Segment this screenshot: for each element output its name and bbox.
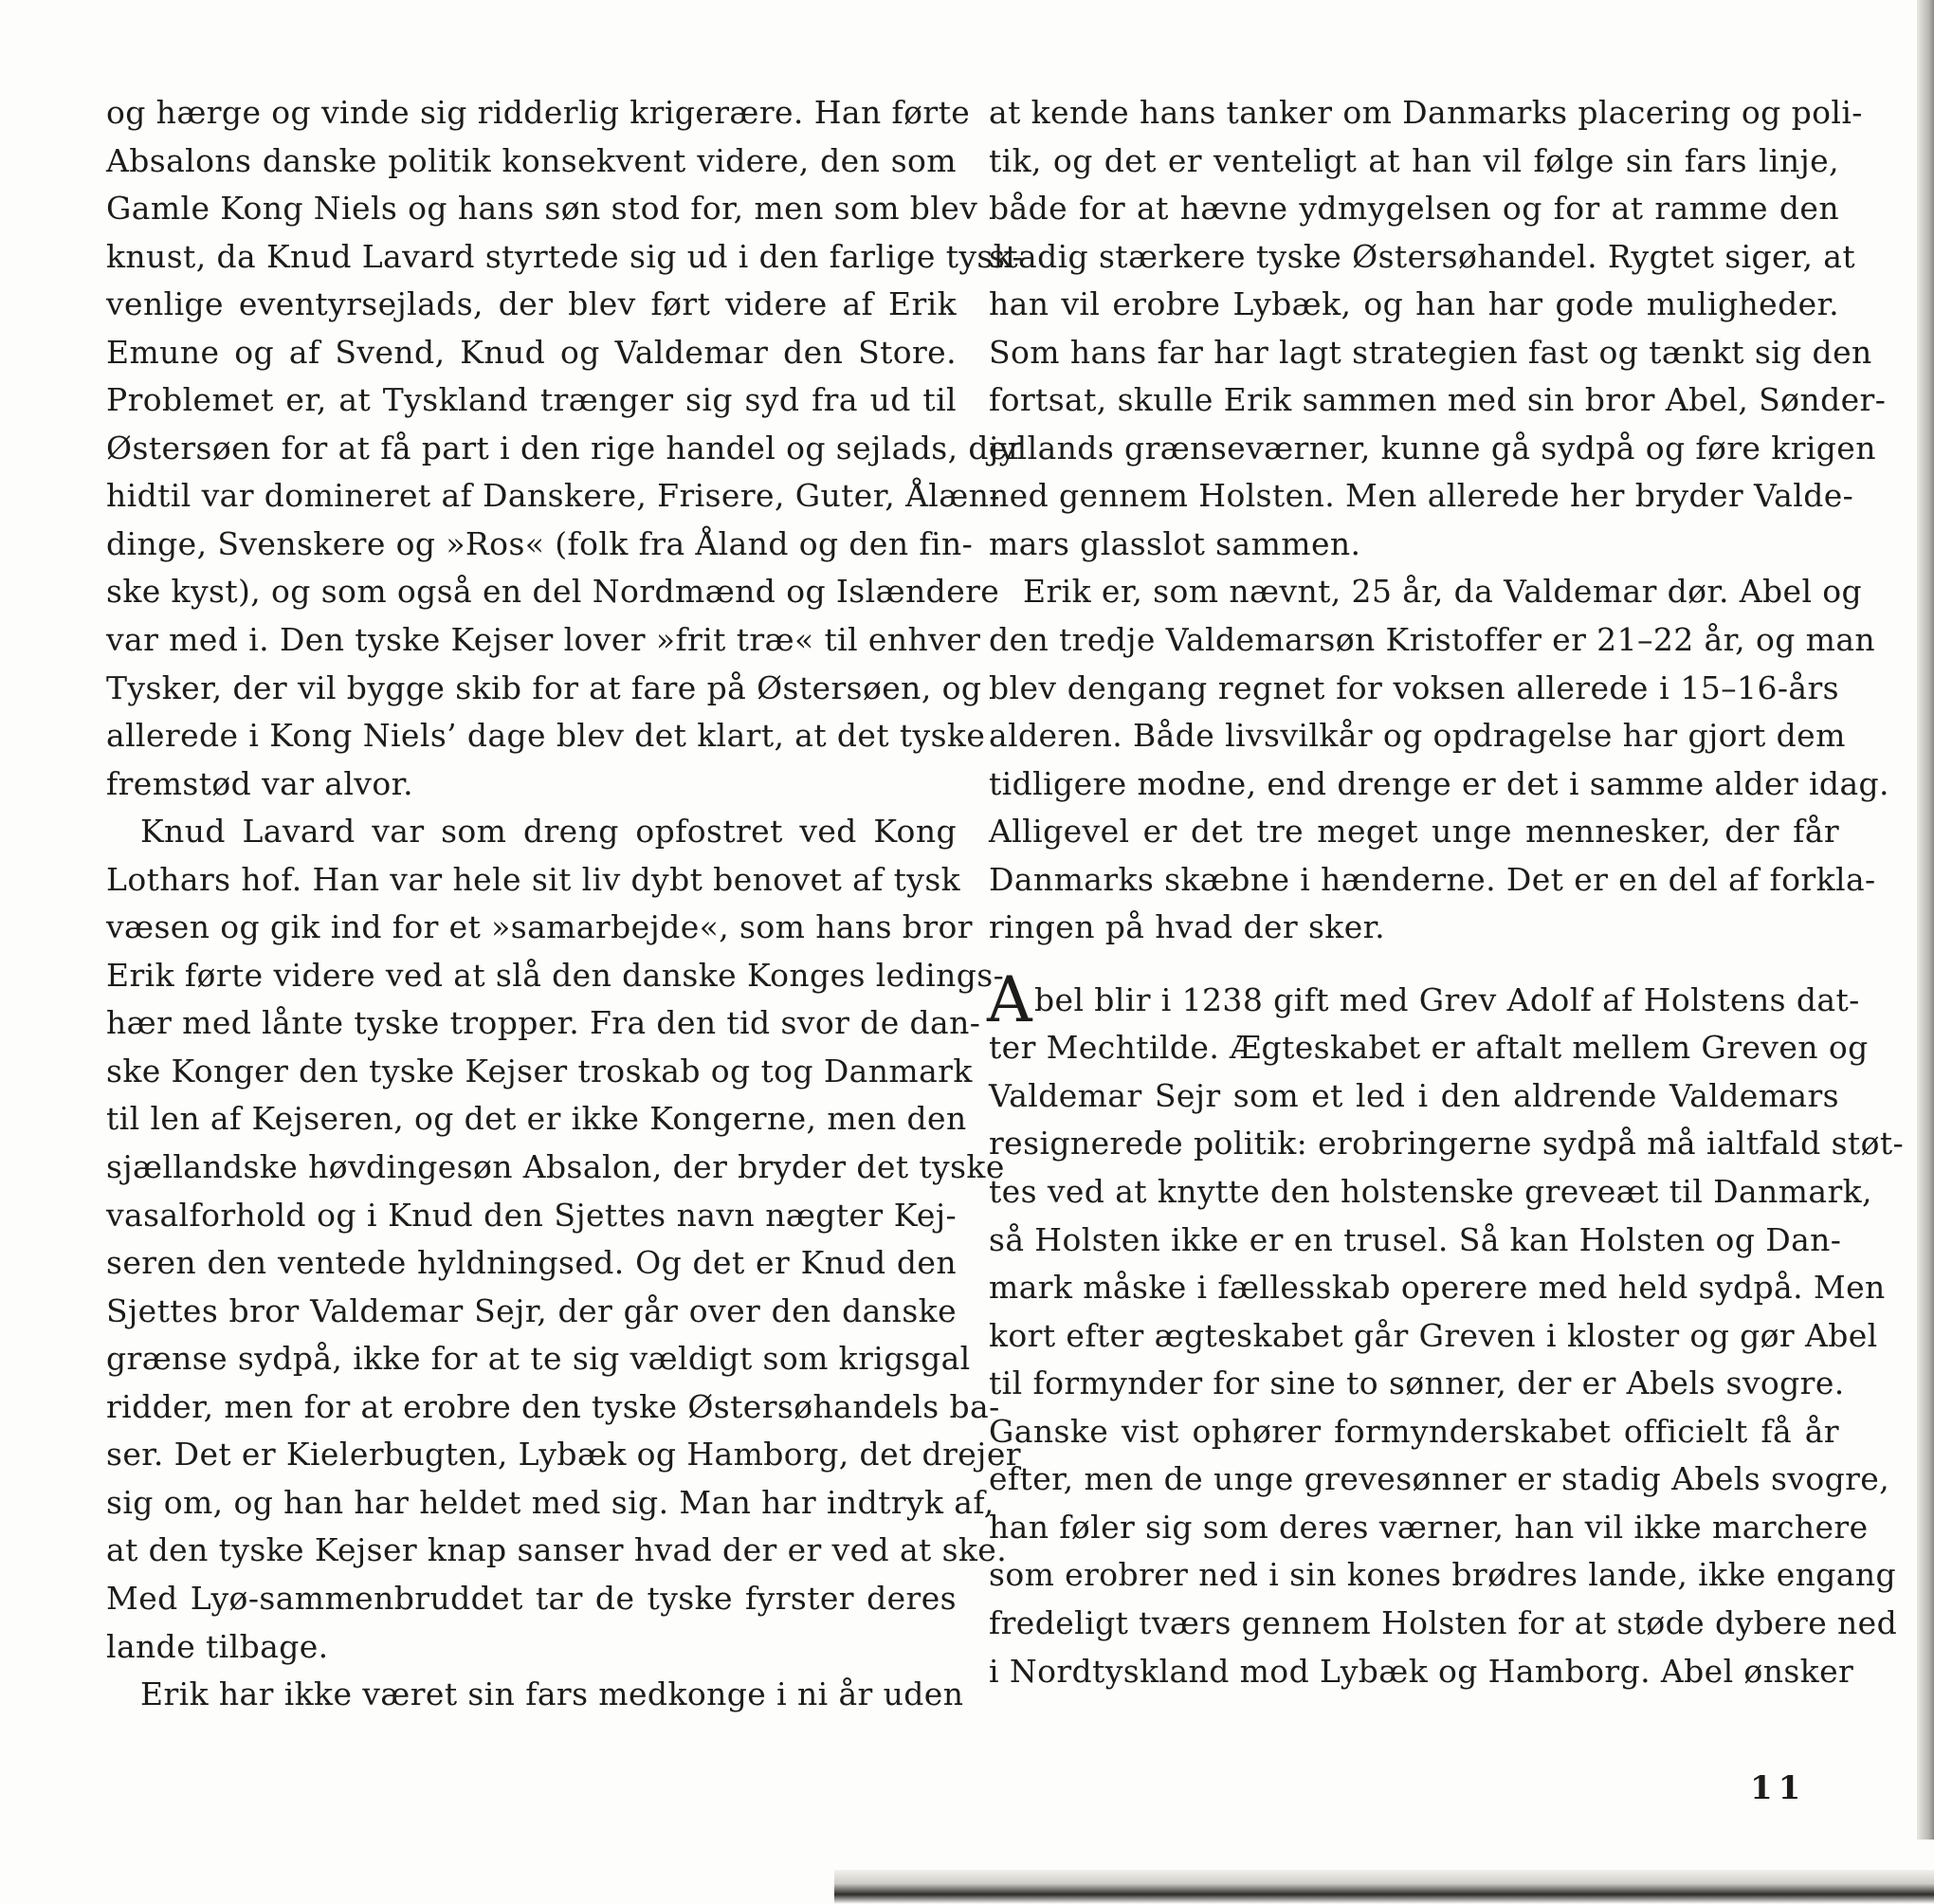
text-line: som erobrer ned i sin kones brødres lande, ikke engang xyxy=(989,1556,1897,1594)
text-line: blev dengang regnet for voksen allerede i 15–16-års xyxy=(989,668,1839,706)
text-line: Sjettes bror Valdemar Sejr, der går over den danske xyxy=(106,1291,957,1329)
text-line: grænse sydpå, ikke for at te sig vældigt som krigsgal xyxy=(106,1340,971,1378)
text-line: sjællandske høvdingesøn Absalon, der bryder det tyske xyxy=(106,1148,1005,1186)
page-edge-shadow xyxy=(1917,0,1934,1840)
text-line: ske Konger den tyske Kejser troskab og tog Danmark xyxy=(106,1052,973,1089)
left-text-column xyxy=(106,89,1024,1719)
page-number: 11 xyxy=(1750,1769,1807,1807)
text-line: stadig stærkere tyske Østersøhandel. Rygtet siger, at xyxy=(989,237,1856,275)
text-line: Østersøen for at få part i den rige handel og sejlads, der xyxy=(106,429,1023,467)
right-column-section xyxy=(989,1024,1905,1695)
text-line: han vil erobre Lybæk, og han har gode muligheder. xyxy=(989,285,1839,323)
text-line: alderen. Både livsvilkår og opdragelse har gjort dem xyxy=(989,717,1846,755)
right-text-column xyxy=(987,89,1905,1695)
text-line: både for at hævne ydmygelsen og for at ramme den xyxy=(989,190,1839,228)
page-bottom-edge xyxy=(834,1870,1934,1904)
dropcap-line xyxy=(987,962,1860,1036)
text-line: ser. Det er Kielerbugten, Lybæk og Hamborg, det drejer xyxy=(106,1436,1021,1474)
text-line: den tredje Valdemarsøn Kristoffer er 21–22 år, og man xyxy=(989,621,1876,659)
text-line: Lothars hof. Han var hele sit liv dybt benovet af tysk xyxy=(106,860,961,898)
text-line: at kende hans tanker om Danmarks placering og poli- xyxy=(989,94,1863,131)
text-line: Alligevel er det tre meget unge mennesker, der får xyxy=(989,813,1839,851)
text-line: og hærge og vinde sig ridderlig krigerære. Han førte xyxy=(106,94,971,131)
text-line: så Holsten ikke er en trusel. Så kan Holsten og Dan- xyxy=(989,1220,1842,1258)
text-line: kort efter ægteskabet går Greven i kloster og gør Abel xyxy=(989,1316,1878,1354)
text-line: Erik er, som nævnt, 25 år, da Valdemar dør. Abel og xyxy=(1023,573,1863,611)
text-line: Danmarks skæbne i hænderne. Det er en del af forkla- xyxy=(989,860,1876,898)
text-line: Gamle Kong Niels og hans søn stod for, men som blev xyxy=(106,190,978,228)
text-line: Tysker, der vil bygge skib for at fare på Østersøen, og xyxy=(106,668,982,706)
text-line: Absalons danske politik konsekvent videre, den som xyxy=(106,141,957,179)
text-line: at den tyske Kejser knap sanser hvad der er ved at ske. xyxy=(106,1531,1008,1569)
text-line: jyllands grænseværner, kunne gå sydpå og føre krigen xyxy=(989,429,1876,467)
text-line: sig om, og han har heldet med sig. Man har indtryk af, xyxy=(106,1483,994,1521)
text-line: hær med lånte tyske tropper. Fra den tid svor de dan- xyxy=(106,1004,981,1042)
text-line: ridder, men for at erobre den tyske Østersøhandels ba- xyxy=(106,1387,1000,1425)
text-line: han føler sig som deres værner, han vil ikke marchere xyxy=(989,1508,1869,1546)
text-line: til formynder for sine to sønner, der er Abels svogre. xyxy=(989,1364,1845,1402)
text-line: mark måske i fællesskab operere med held sydpå. Men xyxy=(989,1269,1886,1307)
text-line: vasalforhold og i Knud den Sjettes navn nægter Kej- xyxy=(106,1196,957,1234)
text-line: seren den ventede hyldningsed. Og det er Knud den xyxy=(106,1244,957,1282)
text-line: resignerede politik: erobringerne sydpå må ialtfald støt- xyxy=(989,1125,1905,1163)
text-line: tes ved at knytte den holstenske greveæt til Danmark, xyxy=(989,1173,1872,1211)
text-line: venlige eventyrsejlads, der blev ført videre af Erik xyxy=(106,285,957,323)
text-line: efter, men de unge grevesønner er stadig Abels svogre, xyxy=(989,1460,1890,1498)
section-break xyxy=(989,952,1839,977)
text-line: allerede i Kong Niels’ dage blev det klart, at det tyske xyxy=(106,717,986,755)
text-line: Knud Lavard var som dreng opfostret ved Kong xyxy=(140,813,957,851)
text-line: lande tilbage. xyxy=(106,1627,329,1665)
text-line: tidligere modne, end drenge er det i samme alder idag. xyxy=(989,764,1889,802)
text-line: fremstød var alvor. xyxy=(106,764,414,802)
drop-cap: A xyxy=(987,962,1033,1036)
text-line: Med Lyø-sammenbruddet tar de tyske fyrster deres xyxy=(106,1579,957,1617)
text-line: Ganske vist ophører formynderskabet officielt få år xyxy=(989,1412,1839,1450)
text-line: mars glasslot sammen. xyxy=(989,524,1361,562)
text-line: Erik førte videre ved at slå den danske Konges ledings- xyxy=(106,956,1005,994)
text-line: tik, og det er venteligt at han vil følge sin fars linje, xyxy=(989,141,1839,179)
text-line: dinge, Svenskere og »Ros« (folk fra Åland og den fin- xyxy=(106,524,974,562)
right-column-paragraphs xyxy=(989,89,1889,952)
text-line: væsen og gik ind for et »samarbejde«, som hans bror xyxy=(106,908,973,946)
text-line: fortsat, skulle Erik sammen med sin bror Abel, Sønder- xyxy=(989,381,1887,419)
text-line: ter Mechtilde. Ægteskabet er aftalt mellem Greven og xyxy=(989,1029,1869,1067)
text-line: hidtil var domineret af Danskere, Frisere, Guter, Ålæn- xyxy=(106,477,1000,515)
text-line: Emune og af Svend, Knud og Valdemar den Store. xyxy=(106,333,957,371)
text-line: ned gennem Holsten. Men allerede her bryder Valde- xyxy=(989,477,1854,515)
text-line: bel blir i 1238 gift med Grev Adolf af Holstens dat- xyxy=(1034,980,1860,1018)
text-line: ske kyst), og som også en del Nordmænd og Islændere xyxy=(106,573,1000,611)
text-line: Valdemar Sejr som et led i den aldrende Valdemars xyxy=(989,1076,1839,1114)
text-line: Problemet er, at Tyskland trænger sig syd fra ud til xyxy=(106,381,957,419)
text-line: var med i. Den tyske Kejser lover »frit træ« til enhver xyxy=(106,621,981,659)
text-line: fredeligt tværs gennem Holsten for at støde dybere ned xyxy=(989,1603,1898,1641)
text-line: til len af Kejseren, og det er ikke Kongerne, men den xyxy=(106,1100,967,1138)
text-line: Erik har ikke været sin fars medkonge i ni år uden xyxy=(140,1675,964,1713)
text-line: i Nordtyskland mod Lybæk og Hamborg. Abel ønsker xyxy=(989,1652,1854,1690)
text-line: Som hans far har lagt strategien fast og tænkt sig den xyxy=(989,333,1872,371)
text-line: ringen på hvad der sker. xyxy=(989,908,1386,946)
text-line: knust, da Knud Lavard styrtede sig ud i den farlige tysk- xyxy=(106,237,1024,275)
